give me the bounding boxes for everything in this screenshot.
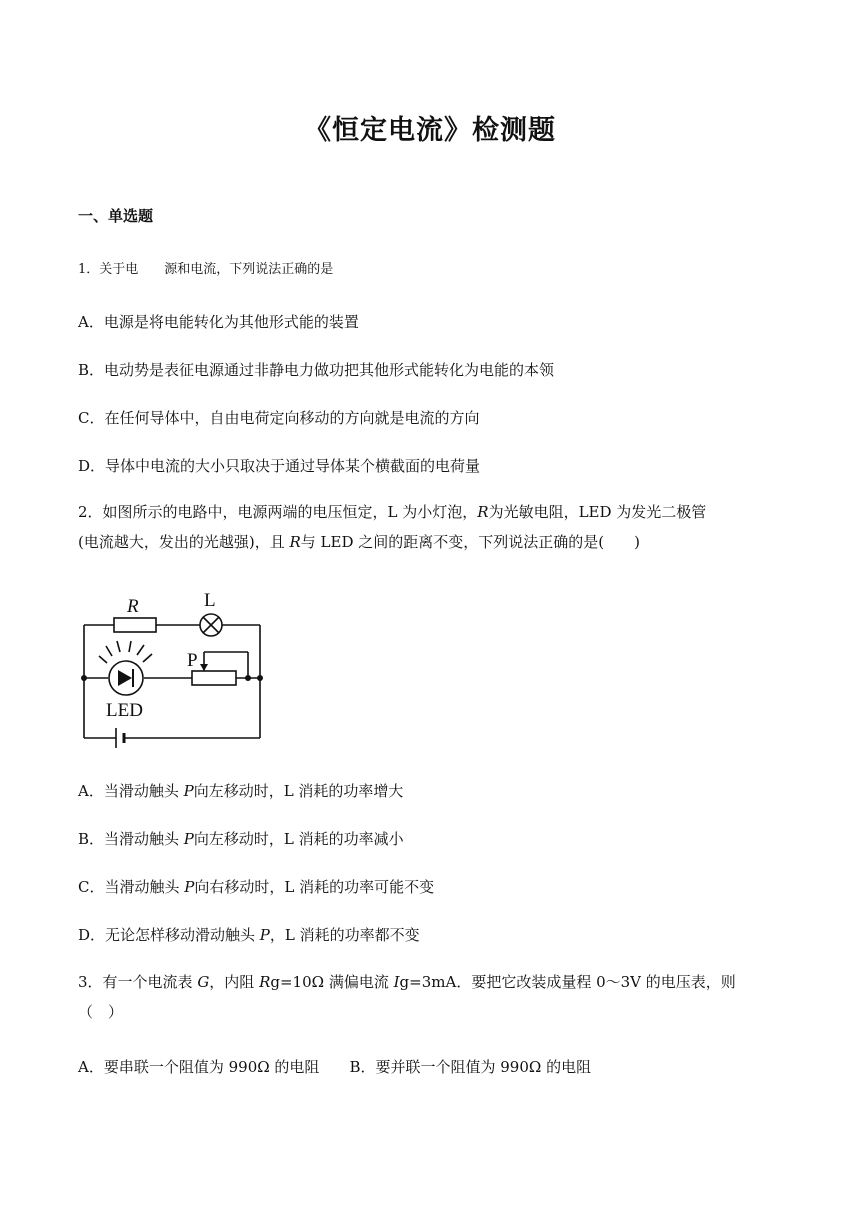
question-2-stem-part-2: 为光敏电阻，LED 为发光二极管 [488, 503, 707, 521]
question-2-option-b [78, 828, 404, 849]
question-3-var-r: R [259, 973, 271, 991]
question-1-option-b: B．电动势是表征电源通过非静电力做功把其他形式能转化为电能的本领 [78, 361, 555, 379]
photoresistor-symbol [114, 618, 156, 632]
label-r: R [127, 596, 139, 617]
label-p: P [187, 650, 198, 671]
circuit-diagram [74, 588, 274, 750]
question-2-option-d [78, 924, 420, 945]
question-1-option-d: D．导体中电流的大小只取决于通过导体某个横截面的电荷量 [78, 457, 481, 475]
option-text: C．当滑动触头 [78, 878, 185, 896]
question-3-options [78, 1056, 591, 1077]
question-3-var-i: I [393, 973, 400, 991]
question-3-var-g: G [197, 973, 210, 991]
question-3-stem [78, 967, 790, 1027]
question-1-stem [78, 258, 333, 277]
option-text: ，L 消耗的功率都不变 [269, 926, 420, 944]
question-3-text: 3．有一个电流表 [78, 973, 198, 991]
option-text: 向左移动时，L 消耗的功率增大 [193, 782, 404, 800]
label-led: LED [106, 700, 143, 721]
question-2-var-r: R [289, 533, 301, 551]
question-2-stem [78, 497, 790, 557]
light-ray [106, 646, 112, 656]
option-text: A．当滑动触头 [78, 782, 184, 800]
option-text: 向左移动时，L 消耗的功率减小 [193, 830, 404, 848]
question-2-var-r: R [477, 503, 489, 521]
slider-arrow [200, 664, 208, 671]
question-1-stem-part-b: 源和电流，下列说法正确的是 [164, 262, 334, 277]
question-1-option-a: A．电源是将电能转化为其他形式能的装置 [78, 313, 359, 331]
question-2-stem-part-1: 2．如图所示的电路中，电源两端的电压恒定，L 为小灯泡， [78, 503, 478, 521]
question-2-option-a [78, 780, 403, 801]
question-3-option-b: B．要并联一个阻值为 990Ω 的电阻 [349, 1058, 592, 1076]
question-3-option-a: A．要串联一个阻值为 990Ω 的电阻 [78, 1058, 320, 1076]
rheostat-symbol [192, 671, 236, 685]
question-2-option-c [78, 876, 434, 897]
option-var: P [259, 926, 270, 944]
question-3-text: g=10Ω 满偏电流 [270, 973, 394, 991]
junction-dot [81, 675, 87, 681]
label-l: L [204, 590, 216, 611]
question-2-stem-part-3: (电流越大，发出的光越强)，且 [78, 533, 290, 551]
option-var: P [183, 782, 194, 800]
option-var: P [183, 830, 194, 848]
question-1-stem-part-a: 1．关于电 [78, 262, 139, 277]
junction-dot [257, 675, 263, 681]
question-3-text: ，内阻 [209, 973, 260, 991]
question-1-option-c: C．在任何导体中，自由电荷定向移动的方向就是电流的方向 [78, 409, 480, 427]
option-text: D．无论怎样移动滑动触头 [78, 926, 260, 944]
question-2-stem-part-4: 与 LED 之间的距离不变，下列说法正确的是( ) [300, 533, 640, 551]
question-3-bracket: （ ） [78, 1003, 124, 1021]
junction-dot [245, 675, 251, 681]
option-var: P [184, 878, 195, 896]
option-text: 向右移动时，L 消耗的功率可能不变 [194, 878, 435, 896]
diode-triangle [118, 670, 132, 686]
option-text: B．当滑动触头 [78, 830, 184, 848]
page-title: 《恒定电流》检测题 [304, 115, 556, 146]
question-3-text: g=3mA．要把它改装成量程 0～3V 的电压表，则 [399, 973, 736, 991]
section-heading: 一、单选题 [78, 207, 154, 225]
